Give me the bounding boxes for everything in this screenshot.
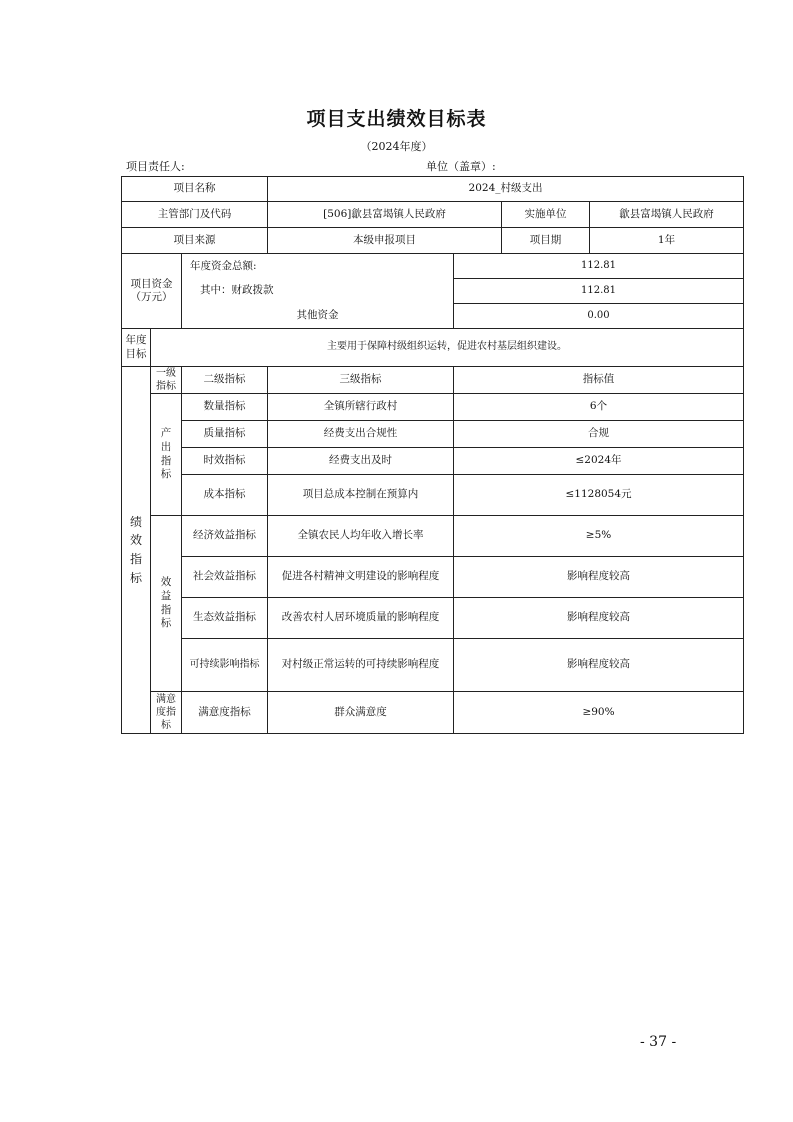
table-row [122,516,744,557]
value-cell: 影响程度较高 [454,598,744,639]
level3-cell: 群众满意度 [268,692,454,734]
performance-table [121,176,744,734]
source-label: 项目来源 [122,228,268,254]
level3-cell: 经费支出及时 [268,448,454,475]
level3-cell: 促进各村精神文明建设的影响程度 [268,557,454,598]
level2-header: 二级指标 [182,367,268,394]
value-cell: ≤2024年 [454,448,744,475]
benefit-label: 效益指标 [151,516,182,692]
value-cell: 合规 [454,421,744,448]
dept-cell [268,202,744,228]
dept-label: 主管部门及代码 [122,202,268,228]
year-subtitle: （2024年度） [360,140,433,153]
table-row [122,475,744,516]
level2-cell: 时效指标 [182,448,268,475]
value-cell: ≥5% [454,516,744,557]
satisfaction-label: 满意度指标 [151,692,182,734]
table-row [122,448,744,475]
value-cell: 6个 [454,394,744,421]
table-row [122,598,744,639]
level2-cell: 可持续影响指标 [182,639,268,692]
source-value: 本级申报项目 [268,228,502,253]
level2-cell: 成本指标 [182,475,268,516]
impl-unit-label: 实施单位 [502,202,590,227]
impl-unit-value: 歙县富堨镇人民政府 [619,207,714,220]
level3-cell: 全镇农民人均年收入增长率 [268,516,454,557]
table-row [122,692,744,734]
row-funds-total [122,254,744,279]
project-name-value: 2024_村级支出 [268,177,744,202]
row-indicator-header [122,367,744,394]
fiscal-value: 112.81 [454,279,744,304]
annual-goal-label: 年度目标 [122,329,151,367]
table-row [122,394,744,421]
period-label: 项目期 [502,228,590,253]
page-number: - 37 - [640,1034,677,1050]
period-value: 1年 [657,233,676,246]
row-source [122,228,744,254]
value-cell: 影响程度较高 [454,557,744,598]
level3-cell: 全镇所辖行政村 [268,394,454,421]
total-value: 112.81 [454,254,744,279]
level2-cell: 社会效益指标 [182,557,268,598]
other-value: 0.00 [454,304,744,329]
funds-unit: （万元） [130,291,173,303]
funds-label-cell [122,254,182,329]
level1-header: 一级指标 [151,367,182,394]
row-annual-goal [122,329,744,367]
table-row [122,421,744,448]
level2-cell: 经济效益指标 [182,516,268,557]
value-cell: ≥90% [454,692,744,734]
row-project-name [122,177,744,202]
project-name-label: 项目名称 [122,177,268,202]
level3-cell: 改善农村人居环境质量的影响程度 [268,598,454,639]
source-cell [268,228,744,254]
level2-cell: 满意度指标 [182,692,268,734]
level3-cell: 项目总成本控制在预算内 [268,475,454,516]
value-header: 指标值 [454,367,744,394]
responsible-label: 项目责任人: [126,160,185,173]
funds-label: 项目资金 [130,277,173,290]
table-row [122,639,744,692]
value-cell: ≤1128054元 [454,475,744,516]
perf-label: 绩效指标 [122,367,151,734]
dept-value: [506]歙县富堨镇人民政府 [268,202,502,227]
value-cell: 影响程度较高 [454,639,744,692]
row-department [122,202,744,228]
unit-seal-label: 单位（盖章）: [426,160,496,173]
fiscal-label: 其中：财政拨款 [182,279,454,304]
table-row [122,557,744,598]
level2-cell: 质量指标 [182,421,268,448]
page-title: 项目支出绩效目标表 [306,108,487,130]
level3-cell: 经费支出合规性 [268,421,454,448]
level3-header: 三级指标 [268,367,454,394]
row-funds-fiscal [122,279,744,304]
total-label: 年度资金总额: [182,254,454,279]
annual-goal-text: 主要用于保障村级组织运转，促进农村基层组织建设。 [151,329,744,367]
output-label: 产出指标 [151,394,182,516]
row-funds-other [122,304,744,329]
level2-cell: 数量指标 [182,394,268,421]
level2-cell: 生态效益指标 [182,598,268,639]
level3-cell: 对村级正常运转的可持续影响程度 [268,639,454,692]
other-label: 其他资金 [182,304,454,329]
